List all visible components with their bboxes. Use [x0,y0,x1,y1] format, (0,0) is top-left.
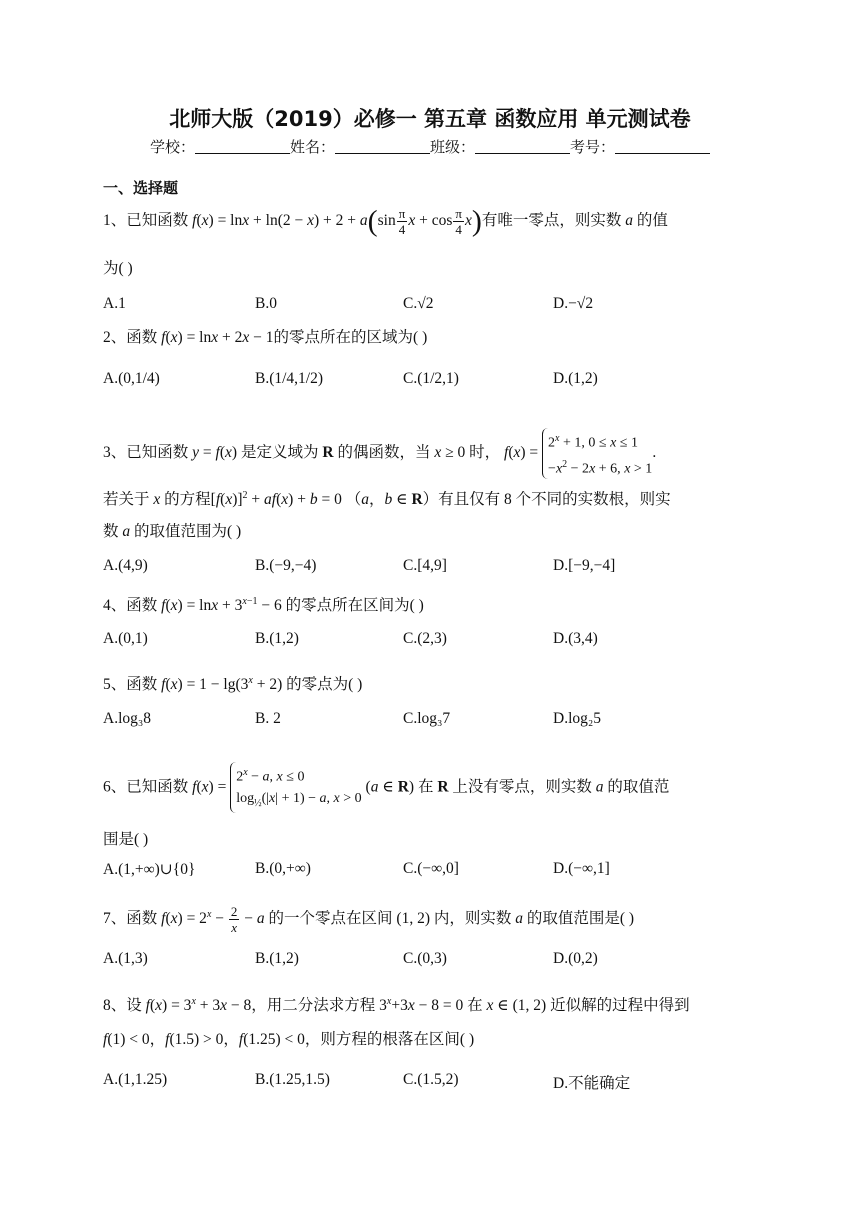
option-c[interactable]: C.(1.5,2) [403,1071,459,1088]
option-a[interactable]: A.(1,3) [103,950,148,967]
question-5: 5、函数 $f(x) = 1 - \lg(3^x + 2)$ 的零点为( ) [103,675,363,694]
question-8-line2: f(1) < 0，f(1.5) > 0，f(1.25) < 0，则方程的根落在区间( ) [103,1031,475,1048]
option-b[interactable]: B.(1/4,1/2) [255,370,324,387]
option-a[interactable]: A.(4,9) [103,557,148,574]
question-4-options [103,630,753,656]
question-3-options [103,557,753,583]
option-c[interactable]: C.(0,3) [403,950,447,967]
question-3-line2: 若关于 x 的方程$[f(x)]^2 + af(x) + b = 0$ （a，b ∈ R）有且仅有 8 个不同的实数根，则实 [103,490,671,509]
name-blank[interactable] [335,139,430,154]
option-c[interactable]: C.[4,9] [403,557,447,574]
question-5-options [103,710,753,736]
option-d[interactable]: D.不能确定 [553,1075,631,1092]
option-c[interactable]: C.(1/2,1) [403,370,459,387]
question-3: 3、已知函数 y = f(x) 是定义域为 R 的偶函数，当 x ≥ 0 时， $f(x) = 2^x + 1$, 0 ≤ x ≤ 1 $-x^2 - 2x + 6$, x > 1. [103,428,753,479]
question-3-line3: 数 a 的取值范围为( ) [103,523,242,540]
piecewise: $2^x + 1$, 0 ≤ x ≤ 1 $-x^2 - 2x + 6$, x > 1 [542,428,652,479]
option-d[interactable]: D.(3,4) [553,630,598,647]
option-b[interactable]: B.(1.25,1.5) [255,1071,330,1088]
option-d[interactable]: D.(0,2) [553,950,598,967]
option-d[interactable]: D.(−∞,1] [553,860,610,877]
option-d[interactable]: D.log₂5 [553,710,602,727]
option-b[interactable]: B.0 [255,295,277,312]
class-blank[interactable] [475,139,570,154]
question-1-line2: 为( ) [103,260,133,277]
question-6-options [103,860,753,886]
option-c[interactable]: C.√2 [403,295,434,312]
question-8-options [103,1071,753,1097]
exam-no-label: 考号： [570,140,616,156]
school-blank[interactable] [195,139,290,154]
class-label: 班级： [430,140,476,156]
exam-no-blank[interactable] [615,139,710,154]
section-heading: 一、选择题 [103,179,179,197]
option-c[interactable]: C.log₃7 [403,710,451,727]
option-b[interactable]: B. 2 [255,710,281,727]
school-label: 学校： [149,140,195,156]
piecewise: $2^x - a$, x ≤ 0 $\log_{\frac{1}{2}}(|x| + 1) - a$, x > 0 [230,762,361,813]
question-2: 2、函数 f(x) = lnx + 2x − 1的零点所在的区域为( ) [103,329,428,346]
question-8: 8、设 $f(x) = 3^x + 3x - 8$，用二分法求方程 $3^x+3x - 8 = 0$ 在 x ∈ (1, 2) 近似解的过程中得到 [103,996,690,1015]
option-b[interactable]: B.(1,2) [255,950,299,967]
option-d[interactable]: D.[−9,−4] [553,557,616,574]
question-6-line2: 围是( ) [103,831,149,848]
option-a[interactable]: A.(1,1.25) [103,1071,168,1088]
option-a[interactable]: A.(1,+∞)∪{0} [103,861,196,878]
option-b[interactable]: B.(−9,−4) [255,557,317,574]
option-b[interactable]: B.(1,2) [255,630,299,647]
question-7: 7、函数 $f(x) = 2^x$ − $\frac{2}{x}$ − a 的一个零点在区间 (1, 2) 内，则实数 a 的取值范围是( ) [103,904,635,936]
formula: f(x) = lnx + ln(2 − x) + 2 + a(sin $\frac{\pi}{4}$ x + cos $\frac{\pi}{4}$ x) [192,204,482,238]
question-7-options [103,950,753,976]
question-4: 4、函数 $f(x) = \ln x + 3^{x-1} - 6$ 的零点所在区间为( ) [103,596,424,615]
option-d[interactable]: D.−√2 [553,295,594,312]
name-label: 姓名： [289,140,335,156]
option-b[interactable]: B.(0,+∞) [255,860,311,877]
question-6: 6、已知函数 $f(x) = 2^x - a$, x ≤ 0 $\log_{\frac{1}{2}}(|x| + 1) - a$, x > 0 (a ∈ R) 在 R 上没有零点，则实数 a 的取值范 [103,762,753,813]
option-a[interactable]: A.(0,1/4) [103,370,160,387]
question-1: 1、已知函数 f(x) = lnx + ln(2 − x) + 2 + a(sin $\frac{\pi}{4}$ x + cos $\frac{\pi}{4}$ x)有唯一零点，则实数 a 的值 [103,204,668,238]
option-a[interactable]: A.log₃8 [103,710,152,727]
option-c[interactable]: C.(2,3) [403,630,447,647]
option-c[interactable]: C.(−∞,0] [403,860,459,877]
option-a[interactable]: A.(0,1) [103,630,148,647]
option-d[interactable]: D.(1,2) [553,370,598,387]
page-title: 北师大版（2019）必修一 第五章 函数应用 单元测试卷 [169,107,691,131]
option-a[interactable]: A.1 [103,295,126,312]
question-1-options [103,295,753,321]
question-2-options [103,370,753,396]
student-info-line [0,136,860,157]
